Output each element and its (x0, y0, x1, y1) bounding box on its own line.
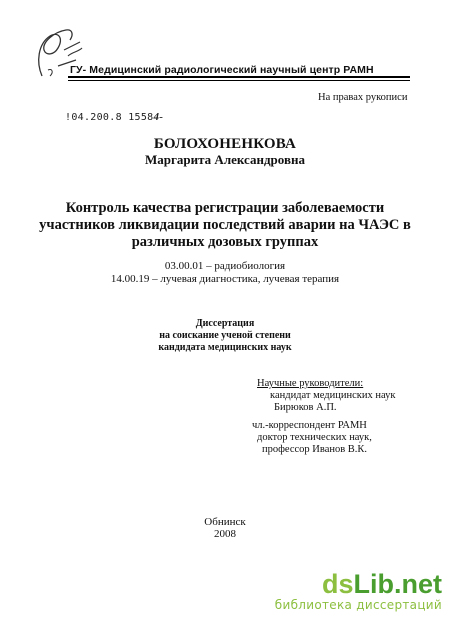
logo-part: .net (393, 569, 442, 599)
specialty-line: 03.00.01 – радиобиология (164, 260, 286, 272)
dissertation-type: Диссертация (195, 318, 255, 329)
author-surname: БОЛОХОНЕНКОВА (153, 136, 297, 152)
title-line: Контроль качества регистрации заболеваемости (65, 200, 385, 216)
dissertation-degree: кандидата медицинских наук (158, 342, 292, 353)
city: Обнинск (204, 516, 246, 528)
dslib-subtitle: библиотека диссертаций (274, 598, 442, 612)
dissertation-purpose: на соискание ученой степени (159, 330, 291, 341)
supervisor-degree: кандидат медицинских наук (270, 390, 396, 401)
year: 2008 (214, 528, 236, 540)
title-line: различных дозовых группах (131, 234, 319, 250)
logo-part: Lib (353, 569, 394, 599)
logo-part: ds (321, 569, 354, 599)
registration-number-handwritten: 4- (153, 111, 164, 123)
author-given-names: Маргарита Александровна (145, 152, 305, 167)
title-line: участников ликвидации последствий аварии на ЧАЭС в (39, 217, 411, 233)
dslib-watermark (272, 570, 442, 612)
supervisor-name: профессор Иванов В.К. (262, 444, 368, 455)
rights-notice: На правах рукописи (318, 92, 408, 103)
registration-number (65, 111, 163, 123)
specialty-line: 14.00.19 – лучевая диагностика, лучевая терапия (110, 273, 340, 285)
header-rule-bottom (68, 80, 410, 81)
supervisors-heading: Научные руководители: (257, 378, 364, 389)
dslib-logo (272, 570, 442, 598)
institution-header: ГУ- Медицинский радиологический научный центр РАМН (70, 64, 374, 76)
supervisor-title: чл.-корреспондент РАМН (252, 420, 367, 431)
registration-number-printed: !04.200.8 1558 (65, 112, 154, 123)
header-rule-top (68, 76, 410, 78)
supervisor-degree: доктор технических наук, (257, 432, 372, 443)
supervisor-name: Бирюков А.П. (274, 402, 337, 413)
